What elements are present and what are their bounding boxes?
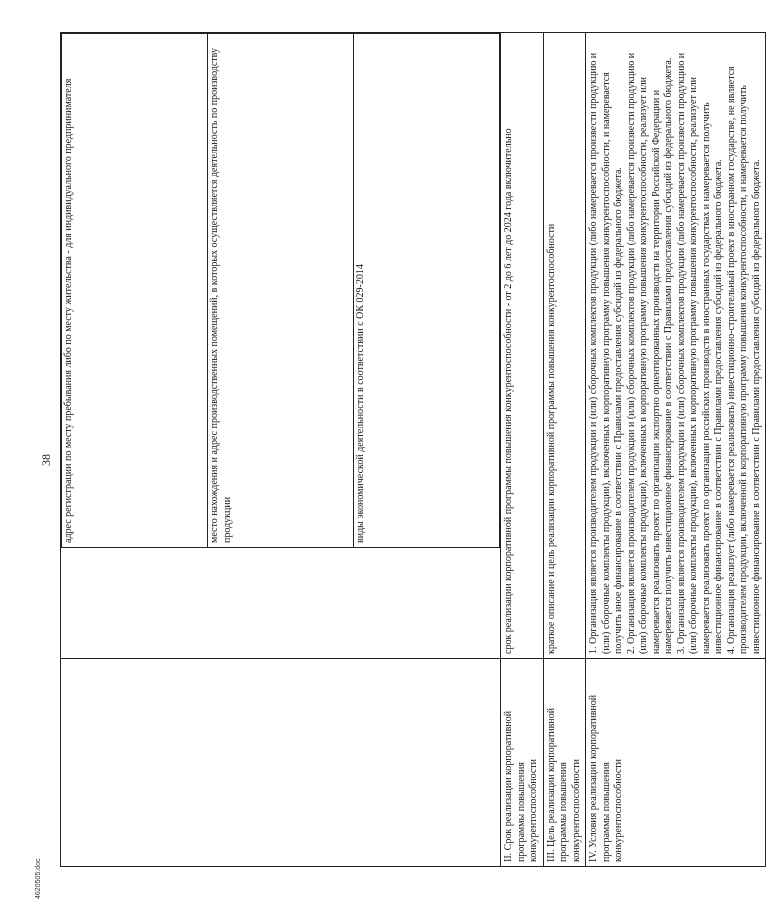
row-value-conditions <box>586 33 766 659</box>
row-label-term: II. Срок реализации корпоративной программы повышения конкурентоспособности <box>501 659 544 867</box>
inner-cell-registration: адрес регистрации по месту пребывания либо по месту жительства - для индивидуального предпринимателя <box>62 34 208 548</box>
inner-row <box>208 34 354 548</box>
inner-row <box>354 34 500 548</box>
address-inner-table <box>61 33 500 548</box>
footer-file-code: 4620505.doc <box>35 858 42 899</box>
address-inner-cell <box>61 33 501 659</box>
condition-item-1: 1. Организация является производителем продукции и (или) сборочных комплектов продукции (либо намеревается произвести продукцию и (или) сборочные комплекты продукции), включенных в корпоративную программу повышения конкурентоспособности, и намеревается получить иное финансирование в соответствии с Правилами предоставления субсидий из федерального бюджета. <box>588 52 624 654</box>
table-row-term <box>501 33 544 867</box>
row-label-conditions: IV. Условия реализации корпоративной программы повышения конкурентоспособности <box>586 659 766 867</box>
table-row-goal <box>543 33 586 867</box>
row-value-term: срок реализации корпоративной программы повышения конкурентоспособности - от 2 до 6 лет до 2024 года включительно <box>501 33 544 659</box>
table-row-address <box>61 33 501 867</box>
inner-cell-activity: виды экономической деятельности в соответствии с ОК 029-2014 <box>354 34 500 548</box>
condition-item-4: 4. Организация реализует (либо намеревается реализовать) инвестиционно-строительный проект в иностранном государстве, не является производителем продукции, включенной в корпоративную программу повышения конкурентоспособности, и намеревается получить инвестиционное финансирование в соответствии с Правилами предоставления субсидий из федерального бюджета. <box>725 66 762 654</box>
inner-cell-location: место нахождения и адрес производственных помещений, в которых осуществляется деятельность по производству продукции <box>208 34 354 548</box>
row-value-goal: краткое описание и цель реализации корпоративной программы повышения конкурентоспособности <box>543 33 586 659</box>
program-form-table <box>60 32 766 867</box>
row-label-goal: III. Цель реализации корпоративной программы повышения конкурентоспособности <box>543 659 586 867</box>
table-row-conditions <box>586 33 766 867</box>
condition-item-2: 2. Организация является производителем продукции и (или) сборочных комплектов продукции (либо намеревается произвести продукцию и (или) сборочные комплекты продукции), включенных в корпоративную программу повышения конкурентоспособности, реализует или намеревается реализовать проект по организации экспортно ориентированных производств на территории Российской Федерации и намеревается получить инвестиционное финансирование в соответствии с Правилами предоставления субсидий из федерального бюджета. <box>625 52 674 654</box>
empty-label-cell <box>61 659 501 867</box>
condition-item-3: 3. Организация является производителем продукции и (или) сборочных комплектов продукции (либо намеревается произвести продукцию и (или) сборочные комплекты продукции), включенных в корпоративную программу повышения конкурентоспособности, реализует или намеревается реализовать проект по организации российских производств в иностранных государствах и намеревается получить инвестиционное финансирование в соответствии с Правилами предоставления субсидий из федерального бюджета. <box>675 52 724 654</box>
page-number: 38 <box>39 454 53 466</box>
inner-row <box>62 34 208 548</box>
